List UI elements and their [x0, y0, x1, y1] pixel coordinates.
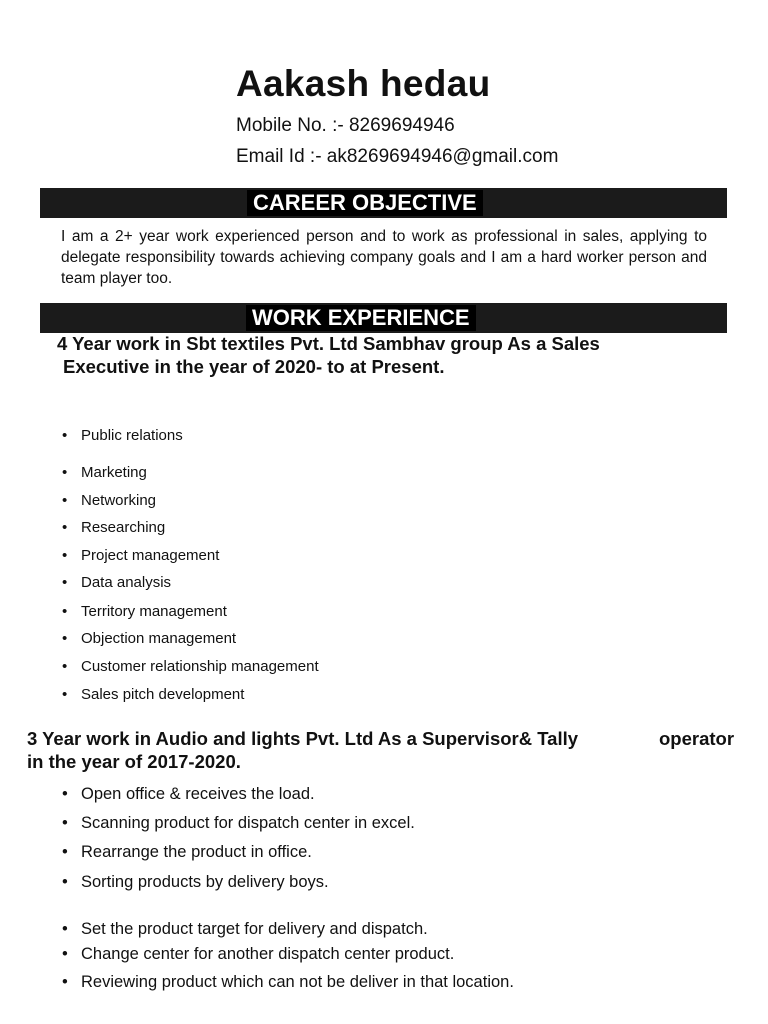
email-address: Email Id :- ak8269694946@gmail.com [236, 146, 559, 167]
list-item: • Open office & receives the load. [62, 785, 315, 804]
list-item: • Sorting products by delivery boys. [62, 873, 329, 892]
list-item: • Customer relationship management [62, 658, 319, 675]
list-item: • Marketing [62, 464, 147, 481]
list-item: • Rearrange the product in office. [62, 843, 312, 862]
list-item: • Public relations [62, 427, 183, 444]
list-item: • Networking [62, 492, 156, 509]
list-item: • Scanning product for dispatch center in excel. [62, 814, 415, 833]
list-item: • Sales pitch development [62, 686, 244, 703]
list-item: • Territory management [62, 603, 227, 620]
list-item: • Set the product target for delivery and dispatch. [62, 920, 428, 939]
list-item: • Researching [62, 519, 165, 536]
list-item: • Project management [62, 547, 219, 564]
job2-heading-line1b: operator [659, 728, 735, 749]
work-experience-header-bar [40, 303, 727, 333]
list-item: • Data analysis [62, 574, 171, 591]
list-item: • Objection management [62, 630, 236, 647]
job1-heading-line1: 4 Year work in Sbt textiles Pvt. Ltd Sambhav group As a Sales [57, 333, 600, 354]
job2-heading-line1a: 3 Year work in Audio and lights Pvt. Ltd As a Supervisor& Tally [27, 728, 579, 749]
list-item: • Change center for another dispatch center product. [62, 945, 454, 964]
job1-heading [57, 332, 600, 378]
career-objective-header-bar [40, 188, 727, 218]
candidate-name: Aakash hedau [236, 63, 491, 104]
list-item: • Reviewing product which can not be deliver in that location. [62, 973, 514, 992]
work-experience-title: WORK EXPERIENCE [246, 305, 476, 331]
job1-heading-line2: Executive in the year of 2020- to at Present. [63, 356, 445, 377]
mobile-number: Mobile No. :- 8269694946 [236, 115, 455, 136]
job2-heading [27, 727, 747, 773]
job2-heading-line2: in the year of 2017-2020. [27, 751, 241, 772]
career-objective-text: I am a 2+ year work experienced person and to work as professional in sales, applying to delegate responsibility towards achieving company goals and I am a hard worker person and team player too. [61, 228, 707, 287]
career-objective-title: CAREER OBJECTIVE [247, 190, 483, 216]
